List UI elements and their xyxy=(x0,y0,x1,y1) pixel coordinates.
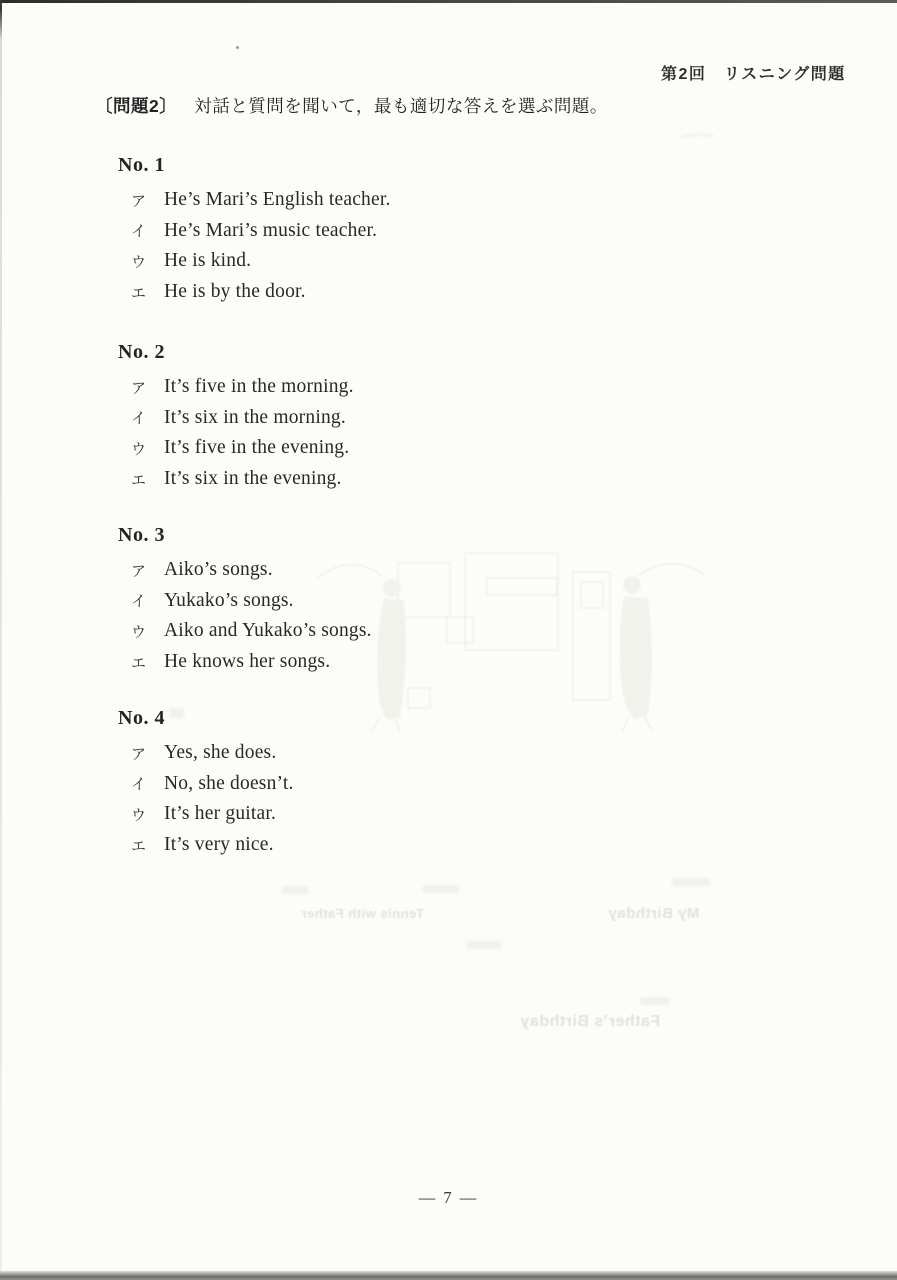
option-marker: イ xyxy=(131,776,147,794)
bleedthrough-smudge xyxy=(672,878,710,886)
scan-edge-left xyxy=(0,0,2,1280)
question-block xyxy=(118,524,758,677)
option-marker: イ xyxy=(131,410,147,428)
question-number: No. 3 xyxy=(118,524,165,546)
answer-option xyxy=(118,830,758,861)
option-text: It’s her guitar. xyxy=(164,803,277,825)
bleedthrough-smudge xyxy=(170,708,184,718)
answer-option xyxy=(118,464,758,495)
answer-option xyxy=(118,433,758,464)
option-text: Aiko and Yukako’s songs. xyxy=(164,620,372,642)
option-marker: ア xyxy=(131,562,147,580)
option-text: Aiko’s songs. xyxy=(164,559,273,581)
page-number: — 7 — xyxy=(418,1188,479,1207)
question-block xyxy=(118,154,758,307)
answer-option xyxy=(118,616,758,647)
option-text: Yukako’s songs. xyxy=(164,589,294,611)
option-marker: ア xyxy=(131,379,147,397)
option-list xyxy=(118,555,758,677)
answer-option xyxy=(118,372,758,403)
option-marker: ウ xyxy=(131,623,147,641)
option-marker: エ xyxy=(131,654,147,672)
answer-option xyxy=(118,185,758,216)
option-marker: イ xyxy=(131,223,147,241)
answer-option xyxy=(118,277,758,308)
option-marker: エ xyxy=(131,837,147,855)
bleedthrough-smudge xyxy=(640,997,670,1005)
option-text: It’s very nice. xyxy=(164,834,274,856)
answer-option xyxy=(118,555,758,586)
option-text: He knows her songs. xyxy=(164,651,331,673)
answer-option xyxy=(118,647,758,678)
problem-label: 〔問題2〕 xyxy=(95,96,178,116)
question-number: No. 2 xyxy=(118,341,165,363)
answer-option xyxy=(118,738,758,769)
answer-option xyxy=(118,216,758,247)
option-marker: ウ xyxy=(131,806,147,824)
option-marker: ウ xyxy=(131,253,147,271)
question-number: No. 4 xyxy=(118,707,165,729)
answer-option xyxy=(118,799,758,830)
option-text: No, she doesn’t. xyxy=(164,772,294,794)
question-block xyxy=(118,341,758,494)
answer-option xyxy=(118,586,758,617)
option-text: He’s Mari’s English teacher. xyxy=(164,189,391,211)
option-list xyxy=(118,185,758,307)
bleedthrough-smudge xyxy=(467,941,501,949)
question-block xyxy=(118,707,758,860)
option-text: It’s six in the morning. xyxy=(164,406,346,428)
bleedthrough-text-tennis: Tennis with Father xyxy=(301,906,424,921)
option-text: Yes, she does. xyxy=(164,742,277,764)
bleedthrough-smudge xyxy=(282,886,308,894)
option-marker: ア xyxy=(131,192,147,210)
option-marker: ウ xyxy=(131,440,147,458)
answer-option xyxy=(118,769,758,800)
option-text: It’s five in the morning. xyxy=(164,376,354,398)
bleedthrough-text-my-birthday: My Birthday xyxy=(608,905,700,922)
option-text: It’s five in the evening. xyxy=(164,437,350,459)
option-marker: エ xyxy=(131,471,147,489)
option-marker: エ xyxy=(131,284,147,302)
bleedthrough-smudge xyxy=(423,885,459,893)
answer-option xyxy=(118,246,758,277)
option-list xyxy=(118,372,758,494)
option-text: It’s six in the evening. xyxy=(164,468,342,490)
option-list xyxy=(118,738,758,860)
option-marker: イ xyxy=(131,593,147,611)
answer-option xyxy=(118,403,758,434)
option-marker: ア xyxy=(131,745,147,763)
question-number: No. 1 xyxy=(118,154,165,176)
option-text: He is kind. xyxy=(164,250,252,272)
question-list xyxy=(118,0,758,1280)
page-header: 第2回 リスニング問題 xyxy=(661,66,846,83)
option-text: He’s Mari’s music teacher. xyxy=(164,219,378,241)
problem-description: 対話と質問を聞いて，最も適切な答えを選ぶ問題。 xyxy=(194,96,608,116)
bleedthrough-text-fathers-birthday: Father’s Birthday xyxy=(520,1013,661,1030)
option-text: He is by the door. xyxy=(164,281,306,303)
